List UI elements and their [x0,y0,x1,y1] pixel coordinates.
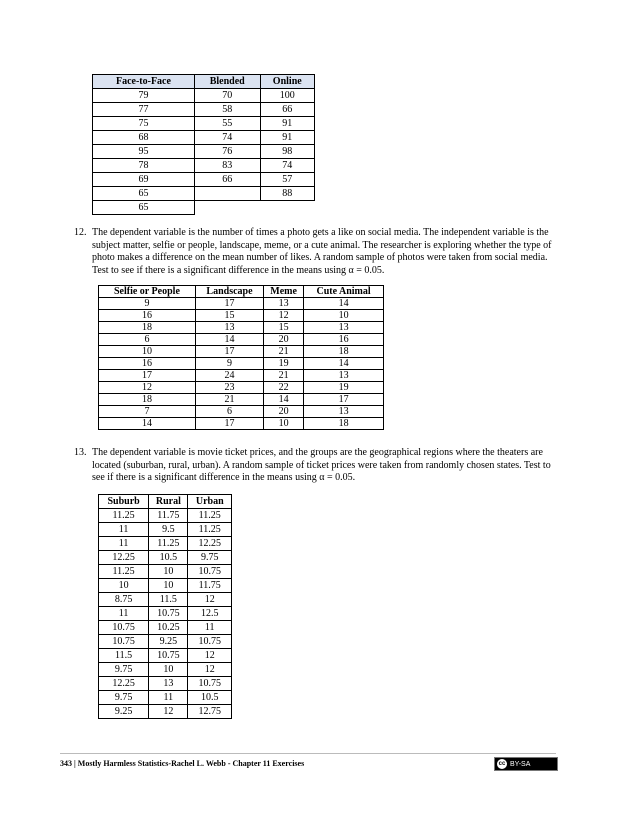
question-13 [74,447,552,485]
table-cell: 21 [264,370,304,382]
table-cell: 11 [99,607,149,621]
table-cell: 58 [194,103,260,117]
column-header: Urban [188,495,232,509]
table-cell: 8.75 [99,593,149,607]
table-cell: 65 [93,187,195,201]
license-label: BY-SA [510,760,531,768]
table-cell: 12 [188,649,232,663]
column-header: Selfie or People [99,286,196,298]
table-cell: 10.25 [149,621,188,635]
table-cell: 74 [260,159,314,173]
table-cell: 13 [304,322,384,334]
table-cell: 18 [304,418,384,430]
table-cell: 12.5 [188,607,232,621]
table-cell: 76 [194,145,260,159]
table-cell: 11.75 [188,579,232,593]
table-cell: 19 [304,382,384,394]
table-cell: 21 [264,346,304,358]
table-row [99,334,384,346]
table-row [99,523,232,537]
table-cell: 10.5 [188,691,232,705]
question-number: 13. [74,447,87,458]
table-row [99,370,384,382]
table-cell: 66 [194,173,260,187]
table-row [99,418,384,430]
table-cell: 78 [93,159,195,173]
table-cell: 83 [194,159,260,173]
table-row [99,394,384,406]
table-cell: 70 [194,89,260,103]
table-cell: 9 [195,358,263,370]
table-row [93,89,315,103]
table-row [99,579,232,593]
creative-commons-icon: cc [498,761,506,767]
table-cell: 21 [195,394,263,406]
column-header: Rural [149,495,188,509]
table-cell: 11 [188,621,232,635]
table-cell: 20 [264,334,304,346]
table-cell: 57 [260,173,314,187]
table-cell: 12.25 [188,537,232,551]
license-badge [494,757,558,771]
footer-divider [60,753,556,754]
column-header: Meme [264,286,304,298]
table-cell: 91 [260,131,314,145]
table-cell: 16 [99,310,196,322]
table-cell: 10.75 [188,565,232,579]
table-cell: 23 [195,382,263,394]
table-cell: 24 [195,370,263,382]
table-cell: 14 [264,394,304,406]
table-row [93,201,315,215]
table-cell: 10.75 [149,649,188,663]
table-cell: 10 [149,565,188,579]
table-cell: 14 [304,298,384,310]
table-cell: 18 [99,394,196,406]
table-cell: 11.75 [149,509,188,523]
table-cell: 10.75 [149,607,188,621]
table-cell: 9.75 [99,663,149,677]
table-cell [194,201,260,215]
table-cell: 9 [99,298,196,310]
table-row [99,551,232,565]
table-cell: 16 [304,334,384,346]
table-cell: 12 [188,593,232,607]
table-cell: 17 [195,346,263,358]
table-cell: 11.5 [99,649,149,663]
table-cell: 12 [264,310,304,322]
table-cell: 17 [304,394,384,406]
table-cell: 10.75 [99,635,149,649]
table-cell: 10.75 [188,677,232,691]
table-cell: 12 [99,382,196,394]
table-row [99,593,232,607]
table-cell: 11 [149,691,188,705]
table-cell: 13 [304,370,384,382]
question-text: The dependent variable is the number of times a photo gets a like on social media. The independent variable is the subject matter, selfie or people, landscape, meme, or a cute animal. The researcher is exploring whether the type of photo makes a difference on the mean number of likes. A random sample of photos were taken from social media. Test to see if there is a significant difference in the means using α = 0.05. [92,227,552,276]
table-row [93,103,315,117]
table-cell: 11 [99,523,149,537]
table-cell: 13 [264,298,304,310]
table-cell: 17 [195,298,263,310]
table-row [99,565,232,579]
table-row [93,131,315,145]
table-cell: 9.5 [149,523,188,537]
table-cell: 10 [149,579,188,593]
table-cell: 68 [93,131,195,145]
table-cell: 69 [93,173,195,187]
table-cell: 10.75 [188,635,232,649]
table-row [93,159,315,173]
table-row [99,635,232,649]
table-cell: 6 [195,406,263,418]
table-cell: 12 [149,705,188,719]
table-cell: 22 [264,382,304,394]
table-cell: 15 [195,310,263,322]
table-row [99,649,232,663]
table-cell: 75 [93,117,195,131]
table-cell: 20 [264,406,304,418]
table-ticket-prices [98,494,232,719]
table-header-row [93,75,315,89]
table-row [93,173,315,187]
table-row [93,117,315,131]
table-cell: 91 [260,117,314,131]
table-cell: 13 [195,322,263,334]
table-cell: 95 [93,145,195,159]
column-header: Blended [194,75,260,89]
table-cell [260,201,314,215]
table-cell: 9.25 [99,705,149,719]
table-row [99,406,384,418]
table-row [99,691,232,705]
table-row [99,509,232,523]
table-cell: 15 [264,322,304,334]
table-row [93,187,315,201]
table-cell: 10.5 [149,551,188,565]
table-cell: 9.75 [99,691,149,705]
table-cell: 18 [304,346,384,358]
column-header: Landscape [195,286,263,298]
table-row [99,663,232,677]
table-cell: 74 [194,131,260,145]
table-row [99,322,384,334]
table-cell: 11.25 [99,509,149,523]
table-cell: 11.25 [99,565,149,579]
table-cell: 98 [260,145,314,159]
table-cell: 10.75 [99,621,149,635]
table-header-row [99,495,232,509]
table-cell: 9.75 [188,551,232,565]
table-cell: 12.25 [99,551,149,565]
table-row [99,358,384,370]
table-photo-likes [98,285,384,430]
table-row [93,145,315,159]
table-row [99,705,232,719]
table-cell: 6 [99,334,196,346]
table-row [99,607,232,621]
table-row [99,677,232,691]
page-footer: 343 | Mostly Harmless Statistics-Rachel L. Webb - Chapter 11 Exercises [60,759,305,768]
table-cell: 77 [93,103,195,117]
table-cell [194,187,260,201]
table-cell: 14 [99,418,196,430]
table-cell: 19 [264,358,304,370]
column-header: Face-to-Face [93,75,195,89]
question-number: 12. [74,227,87,238]
column-header: Cute Animal [304,286,384,298]
table-cell: 12.75 [188,705,232,719]
table-cell: 66 [260,103,314,117]
table-cell: 100 [260,89,314,103]
table-row [99,346,384,358]
table-cell: 11.25 [149,537,188,551]
table-row [99,621,232,635]
table-cell: 13 [304,406,384,418]
column-header: Online [260,75,314,89]
table-cell: 9.25 [149,635,188,649]
question-12 [74,227,552,277]
table-cell: 17 [195,418,263,430]
table-cell: 18 [99,322,196,334]
table-cell: 16 [99,358,196,370]
table-cell: 12.25 [99,677,149,691]
table-cell: 10 [304,310,384,322]
table-cell: 17 [99,370,196,382]
table-cell: 10 [99,579,149,593]
table-row [99,537,232,551]
table-cell: 11.5 [149,593,188,607]
table-cell: 12 [188,663,232,677]
table-cell: 10 [99,346,196,358]
table-cell: 14 [304,358,384,370]
table-cell: 13 [149,677,188,691]
table-delivery-method-scores [92,74,315,215]
table-row [99,382,384,394]
table-cell: 7 [99,406,196,418]
column-header: Suburb [99,495,149,509]
table-row [99,310,384,322]
table-header-row [99,286,384,298]
table-cell: 14 [195,334,263,346]
table-cell: 11.25 [188,509,232,523]
table-cell: 55 [194,117,260,131]
table-cell: 65 [93,201,195,215]
table-cell: 11.25 [188,523,232,537]
table-cell: 79 [93,89,195,103]
table-cell: 88 [260,187,314,201]
table-row [99,298,384,310]
table-cell: 10 [149,663,188,677]
table-cell: 11 [99,537,149,551]
table-cell: 10 [264,418,304,430]
question-text: The dependent variable is movie ticket prices, and the groups are the geographical regions where the theaters are located (suburban, rural, urban). A random sample of ticket prices were taken from randomly chosen states. Test to see if there is a significant difference in the means using α = 0.05. [92,447,551,483]
